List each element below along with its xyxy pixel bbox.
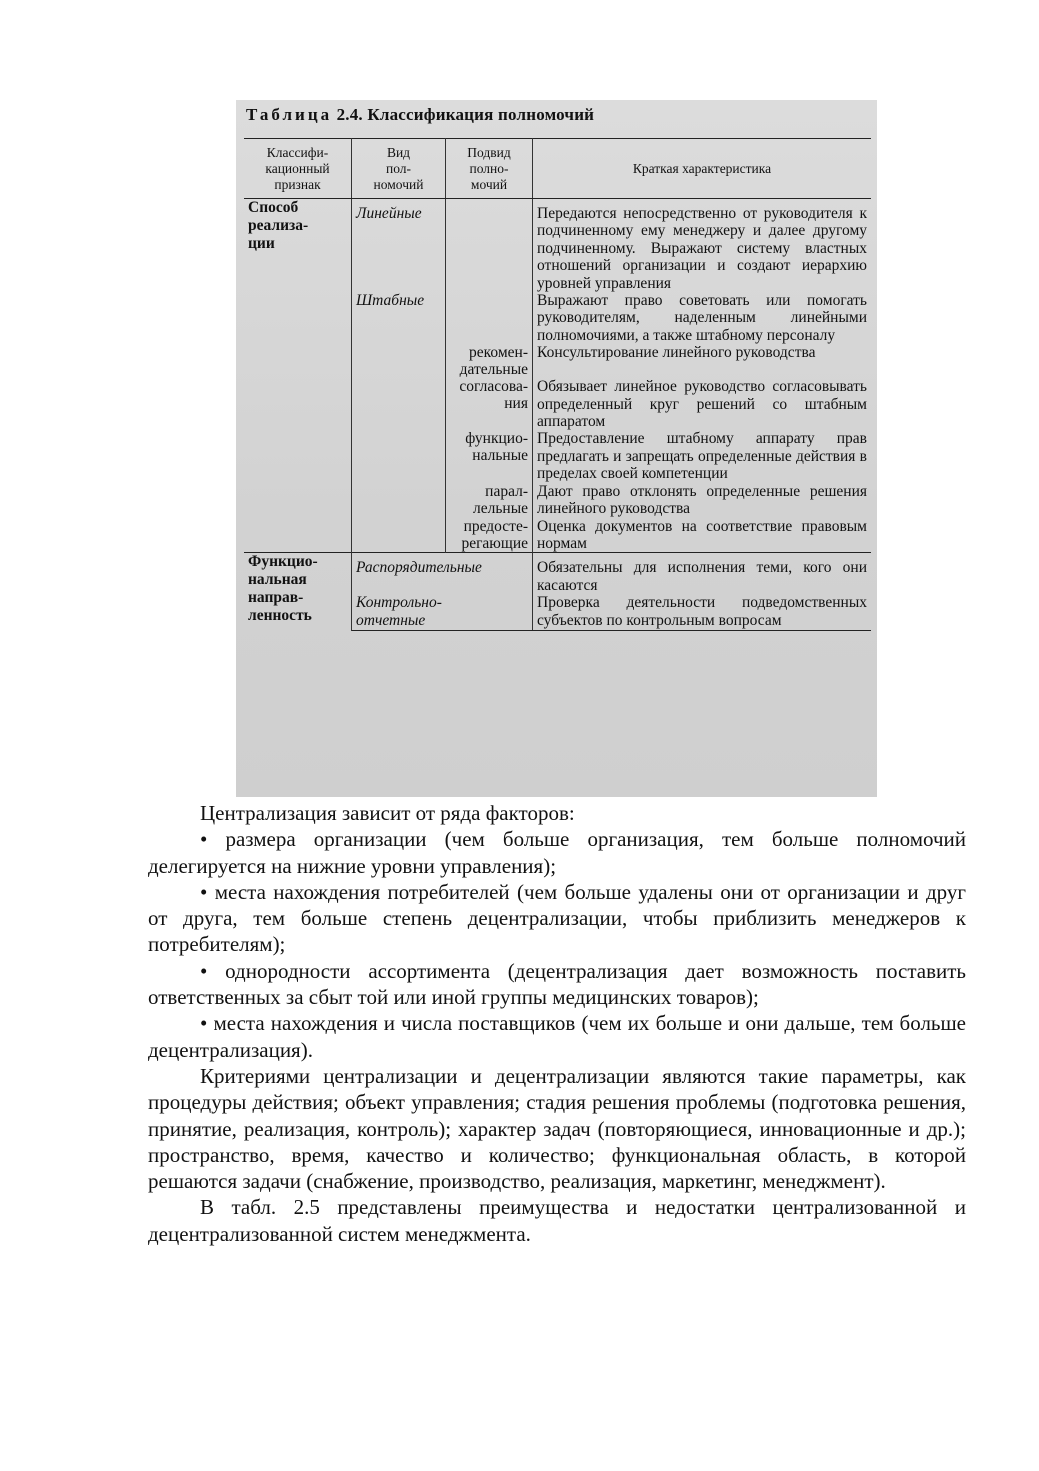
- table-caption-prefix: Таблица: [246, 105, 333, 124]
- bullet-paragraph: • места нахождения и числа поставщиков (чем их больше и они дальше, тем больше децентрализация).: [148, 1011, 966, 1062]
- cell-subtype: парал- лельные: [446, 483, 533, 518]
- cell-description: Передаются непосредственно от руководителя к подчиненному ему менеджеру и далее другому подчиненному. Выражают систему властных отношений организации и создают иерархию уровней управления: [537, 205, 867, 292]
- body-text: [148, 800, 966, 1247]
- table-header-row: [244, 139, 871, 199]
- cell-type: [352, 344, 446, 378]
- cell-description: Обязывает линейное руководство согласовывать определенный круг решений со штабным аппаратом: [537, 378, 867, 431]
- header-cell: Вид пол- номочий: [352, 139, 446, 199]
- cell-feature: [244, 430, 352, 482]
- cell-description: Выражают право советовать или помогать руководителям, наделенным линейными полномочиями, а также штабному персоналу: [537, 292, 867, 344]
- table-row: [244, 199, 871, 293]
- cell-type: [352, 518, 446, 553]
- paragraph: Критериями централизации и децентрализации являются такие параметры, как процедуры действия; объект управления; стадия решения проблемы (подготовка решения, принятие, реализация, контроль); характер задач (повторяющиеся, инновационные и др.); пространство, время, качество и количество; функциональная область, в которой решаются задачи (снабжение, производство, реализация, маркетинг, менеджмент).: [148, 1063, 966, 1194]
- cell-feature: [244, 518, 352, 553]
- cell-subtype: [446, 199, 533, 293]
- cell-feature: [244, 292, 352, 344]
- table-row: [244, 430, 871, 482]
- bullet-paragraph: • однородности ассортимента (децентрализация дает возможность поставить ответственных за сбыт той или иной группы медицинских товаров);: [148, 958, 966, 1010]
- scanned-table-image: [236, 100, 877, 797]
- cell-description: Проверка деятельности подведомственных субъектов по контрольным вопросам: [533, 594, 872, 631]
- cell-type: Штабные: [352, 292, 446, 344]
- cell-subtype: [446, 292, 533, 344]
- table-row: [244, 553, 871, 594]
- cell-description: Обязательны для исполнения теми, кого они касаются: [533, 553, 872, 594]
- cell-subtype: функцио- нальные: [446, 430, 533, 482]
- table-row: [244, 292, 871, 344]
- cell-type: [352, 378, 446, 430]
- cell-type: Распорядительные: [352, 553, 533, 594]
- bullet-paragraph: • размера организации (чем больше организация, тем больше полномочий делегируется на нижние уровни управления);: [148, 827, 966, 878]
- cell-description: Дают право отклонять определенные решения линейного руководства: [537, 482, 867, 518]
- table-row: [244, 344, 871, 378]
- header-cell: Краткая характеристика: [533, 139, 872, 199]
- cell-feature: [244, 483, 352, 518]
- table-row: [244, 518, 871, 553]
- cell-description: Предоставление штабному аппарату прав предлагать и запрещать определенные действия в пределах своей компетенции: [537, 430, 867, 483]
- cell-feature: Функцио- нальная направ- ленность: [244, 553, 352, 631]
- cell-feature: [244, 378, 352, 430]
- table-caption-title: 2.4. Классификация полномочий: [336, 105, 595, 124]
- cell-feature: Способ реализа- ции: [244, 199, 352, 293]
- cell-type: [352, 483, 446, 518]
- table-caption: [246, 105, 594, 125]
- cell-subtype: рекомен- дательные: [446, 344, 533, 378]
- cell-type: Контрольно- отчетные: [352, 594, 533, 631]
- paragraph: Централизация зависит от ряда факторов:: [200, 801, 575, 825]
- cell-subtype: согласова- ния: [446, 378, 533, 430]
- classification-table: [244, 138, 871, 631]
- cell-subtype: предосте- регающие: [446, 518, 533, 553]
- header-cell: Классифи- кационный признак: [244, 139, 352, 199]
- header-cell: Подвид полно- мочий: [446, 139, 533, 199]
- cell-type: [352, 430, 446, 482]
- cell-feature: [244, 344, 352, 378]
- cell-type: Линейные: [352, 199, 446, 293]
- table-row: [244, 378, 871, 430]
- bullet-paragraph: • места нахождения потребителей (чем больше удалены они от организации и друг от друга, тем больше степень децентрализации, чтобы приблизить менеджеров к потребителям);: [148, 879, 966, 957]
- cell-description: Оценка документов на соответствие правовым нормам: [537, 517, 867, 552]
- paragraph: В табл. 2.5 представлены преимущества и недостатки централизованной и децентрализованной систем менеджмента.: [148, 1195, 966, 1246]
- table-row: [244, 483, 871, 518]
- cell-description: Консультирование линейного руководства: [537, 344, 816, 362]
